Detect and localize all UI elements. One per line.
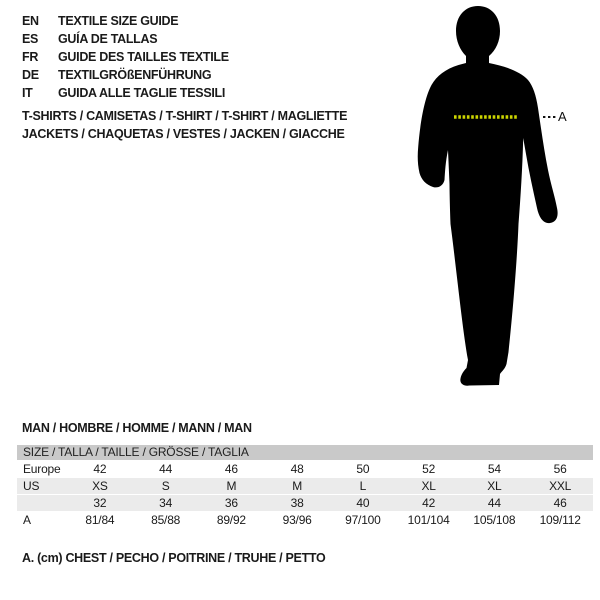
table-cell: 38 xyxy=(290,496,304,510)
category-line-tshirts: T-SHIRTS / CAMISETAS / T-SHIRT / T-SHIRT / MAGLIETTE xyxy=(22,109,348,123)
category-line-jackets: JACKETS / CHAQUETAS / VESTES / JACKEN / GIACCHE xyxy=(22,127,345,141)
language-code: ES xyxy=(22,32,39,46)
table-cell: 48 xyxy=(290,462,304,476)
language-label: GUIDE DES TAILLES TEXTILE xyxy=(58,50,229,64)
table-cell: 32 xyxy=(93,496,107,510)
table-cell: 97/100 xyxy=(345,513,381,527)
table-cell: M xyxy=(226,479,237,493)
table-row xyxy=(17,511,593,528)
table-cell: 85/88 xyxy=(151,513,181,527)
language-code: EN xyxy=(22,14,39,28)
table-cell: 109/112 xyxy=(539,513,581,527)
size-table-body xyxy=(17,460,593,528)
row-label: A xyxy=(23,513,31,527)
row-label: Europe xyxy=(23,462,61,476)
table-cell: 40 xyxy=(356,496,370,510)
table-cell: XXL xyxy=(549,479,572,493)
man-silhouette-figure xyxy=(390,0,575,400)
row-label: US xyxy=(23,479,40,493)
table-cell: 52 xyxy=(422,462,436,476)
table-cell: L xyxy=(359,479,367,493)
table-cell: 105/108 xyxy=(473,513,516,527)
language-label: TEXTILGRÖßENFÜHRUNG xyxy=(58,68,212,82)
measure-label-a: A xyxy=(558,109,567,124)
table-cell: 81/84 xyxy=(85,513,115,527)
size-table xyxy=(17,445,593,528)
table-cell: 56 xyxy=(553,462,567,476)
table-cell: 46 xyxy=(224,462,238,476)
table-cell: 93/96 xyxy=(282,513,312,527)
table-cell: 42 xyxy=(93,462,107,476)
language-row xyxy=(22,30,229,48)
table-cell: 50 xyxy=(356,462,370,476)
language-label: GUÍA DE TALLAS xyxy=(58,32,158,46)
language-label: GUIDA ALLE TAGLIE TESSILI xyxy=(58,86,226,100)
language-code: FR xyxy=(22,50,39,64)
table-cell: 34 xyxy=(159,496,173,510)
section-title-man: MAN / HOMBRE / HOMME / MANN / MAN xyxy=(22,421,252,435)
table-row xyxy=(17,460,593,477)
man-silhouette-graphic xyxy=(390,0,575,400)
measurement-footnote: A. (cm) CHEST / PECHO / POITRINE / TRUHE / PETTO xyxy=(22,551,326,565)
table-cell: 42 xyxy=(422,496,436,510)
man-body-shape xyxy=(418,6,558,386)
language-row xyxy=(22,48,229,66)
table-cell: 89/92 xyxy=(216,513,246,527)
table-cell: S xyxy=(161,479,170,493)
table-cell: 46 xyxy=(553,496,567,510)
language-label: TEXTILE SIZE GUIDE xyxy=(58,14,179,28)
table-cell: 54 xyxy=(487,462,501,476)
language-row xyxy=(22,66,229,84)
language-code: DE xyxy=(22,68,39,82)
table-cell: XL xyxy=(421,479,436,493)
table-cell: 44 xyxy=(487,496,501,510)
table-cell: 44 xyxy=(159,462,173,476)
table-cell: XS xyxy=(92,479,108,493)
language-list xyxy=(22,12,229,102)
table-cell: 36 xyxy=(224,496,238,510)
table-cell: 101/104 xyxy=(407,513,450,527)
language-row xyxy=(22,12,229,30)
language-code: IT xyxy=(22,86,33,100)
language-row xyxy=(22,84,229,102)
table-cell: M xyxy=(292,479,303,493)
table-cell: XL xyxy=(487,479,502,493)
category-block xyxy=(22,107,347,143)
table-row xyxy=(17,494,593,511)
table-row xyxy=(17,477,593,494)
size-table-header: SIZE / TALLA / TAILLE / GRÖSSE / TAGLIA xyxy=(17,445,593,460)
